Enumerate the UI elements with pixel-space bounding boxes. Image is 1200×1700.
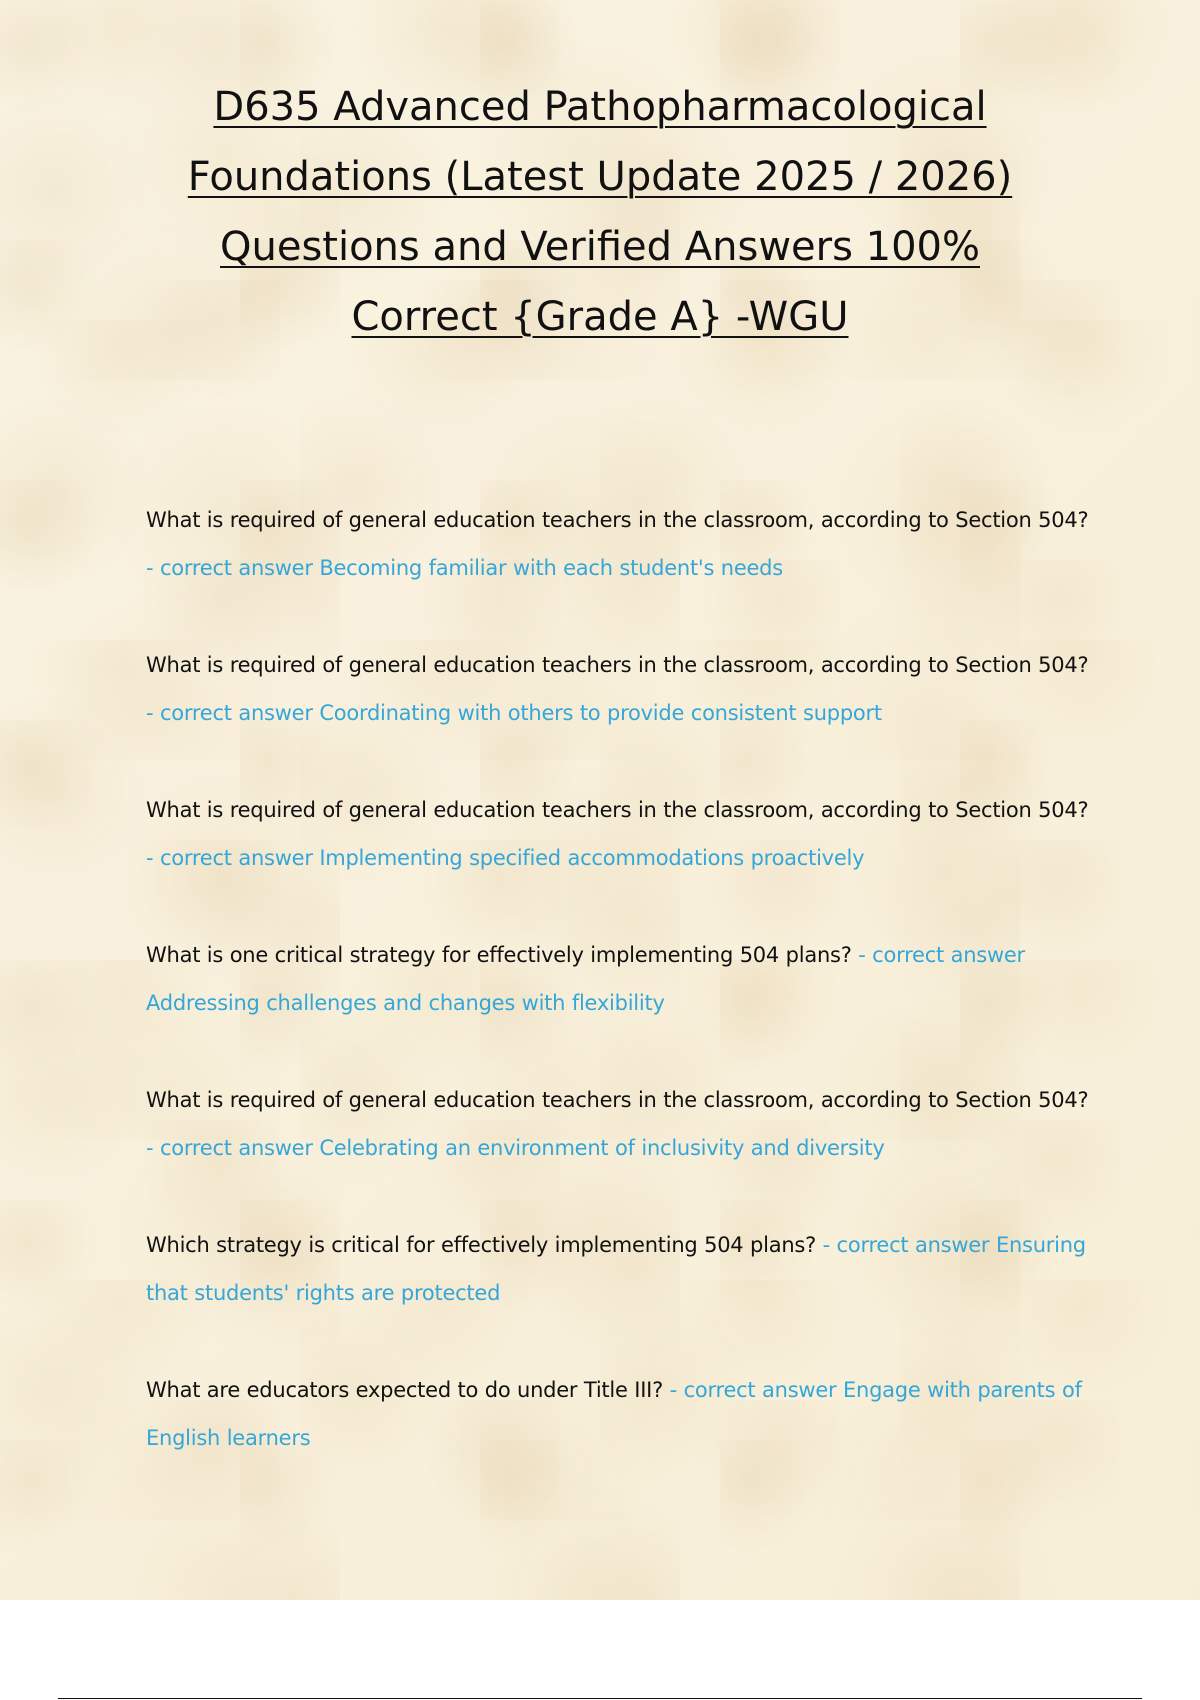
answer-text: - correct answer Becoming familiar with each student's needs	[146, 556, 783, 580]
answer-text: - correct answer Ensuring that students' rights are protected	[146, 1233, 1086, 1305]
qa-item-4	[146, 931, 1090, 1027]
question-text: What is required of general education teachers in the classroom, according to Section 504?	[146, 653, 1089, 677]
qa-item-5	[146, 1076, 1090, 1172]
question-answer-list	[146, 496, 1090, 1511]
question-text: What is required of general education teachers in the classroom, according to Section 504?	[146, 508, 1089, 532]
page-divider	[58, 1698, 1142, 1699]
title-line-4: Correct {Grade A} -WGU	[351, 294, 849, 340]
qa-item-2	[146, 641, 1090, 737]
answer-text: - correct answer Coordinating with others to provide consistent support	[146, 701, 882, 725]
question-text: What is one critical strategy for effectively implementing 504 plans?	[146, 943, 852, 967]
qa-item-6	[146, 1221, 1090, 1317]
title-line-3: Questions and Verified Answers 100%	[220, 224, 980, 270]
title-line-2: Foundations (Latest Update 2025 / 2026)	[187, 154, 1013, 200]
title-block	[120, 72, 1080, 352]
question-text: What are educators expected to do under Title III?	[146, 1378, 664, 1402]
answer-text: - correct answer Engage with parents of English learners	[146, 1378, 1082, 1450]
answer-text: - correct answer Implementing specified accommodations proactively	[146, 846, 865, 870]
title-line-1: D635 Advanced Pathopharmacological	[213, 84, 987, 130]
question-text: Which strategy is critical for effectively implementing 504 plans?	[146, 1233, 816, 1257]
answer-text: - correct answer Addressing challenges and changes with flexibility	[146, 943, 1025, 1015]
qa-item-7	[146, 1366, 1090, 1462]
qa-item-3	[146, 786, 1090, 882]
document-title	[120, 72, 1080, 352]
answer-text: - correct answer Celebrating an environment of inclusivity and diversity	[146, 1136, 885, 1160]
qa-item-1	[146, 496, 1090, 592]
question-text: What is required of general education teachers in the classroom, according to Section 504?	[146, 798, 1089, 822]
question-text: What is required of general education teachers in the classroom, according to Section 504?	[146, 1088, 1089, 1112]
